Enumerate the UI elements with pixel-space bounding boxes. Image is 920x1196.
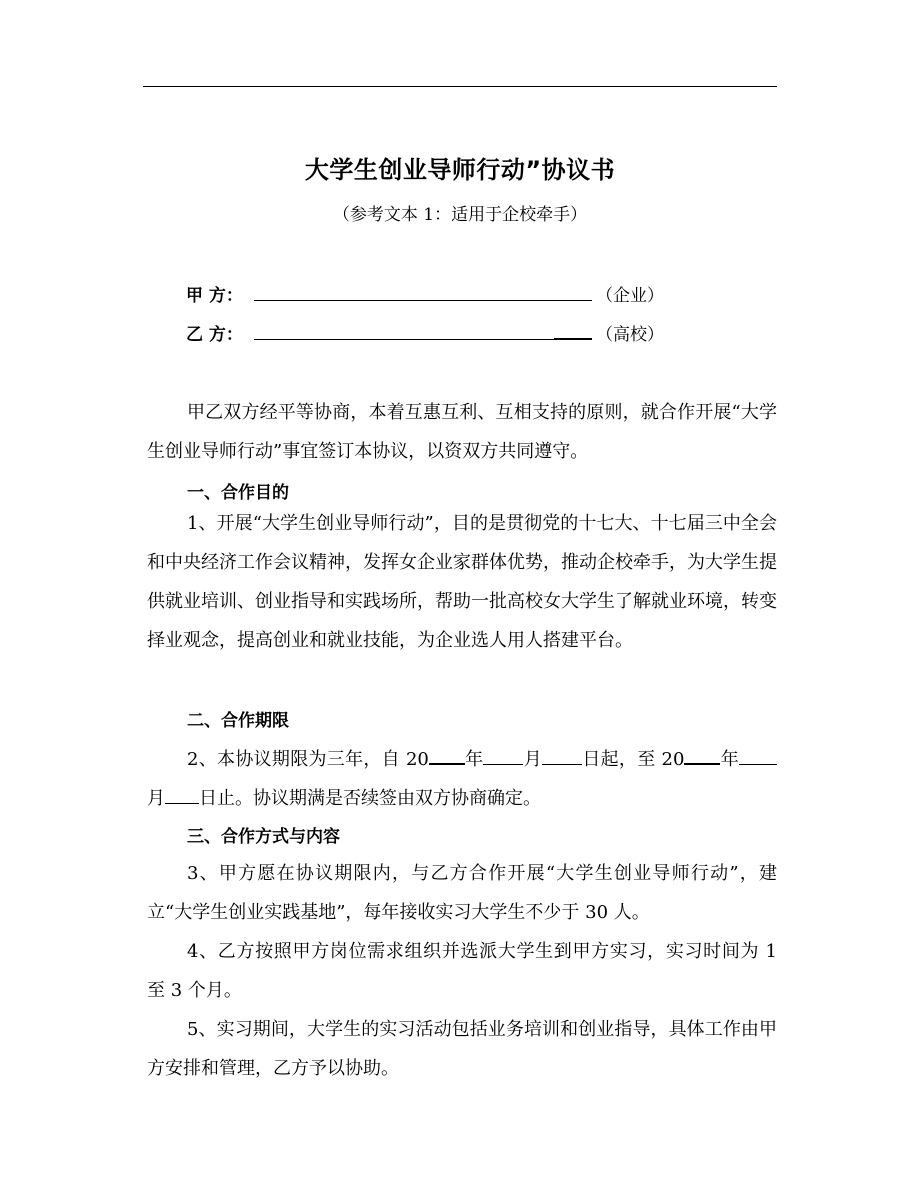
- section-2-heading: 二、合作期限: [187, 711, 289, 731]
- end-year-unit: 年: [720, 749, 740, 770]
- party-a-suffix: （企业）: [596, 286, 664, 306]
- party-a-blank: [254, 299, 592, 301]
- term-start-prefix: 2、本协议期限为三年，自 20: [187, 749, 429, 770]
- start-month-blank: [483, 763, 523, 765]
- party-b-suffix: （高校）: [596, 325, 664, 345]
- end-month-blank: [739, 763, 777, 765]
- end-day-blank: [165, 802, 199, 804]
- section-3-paragraph-3: 5、实习期间，大学生的实习活动包括业务培训和创业指导，具体工作由甲方安排和管理，乙方予以协助。: [147, 1019, 777, 1079]
- document-title: 大学生创业导师行动”协议书: [304, 156, 616, 184]
- section-1-paragraph: 1、开展“大学生创业导师行动”，目的是贯彻党的十七大、十七届三中全会和中央经济工作会议精神，发挥女企业家群体优势，推动企校牵手，为大学生提供就业培训、创业指导和实践场所，帮助一批高校女大学生了解就业环境，转变择业观念，提高创业和就业技能，为企业选人用人搭建平台。: [147, 513, 777, 651]
- party-a-line: [186, 281, 664, 306]
- start-year-unit: 年: [464, 749, 484, 770]
- intro-paragraph: 甲乙双方经平等协商，本着互惠互利、互相支持的原则，就合作开展“大学生创业导师行动”事宜签订本协议，以资双方共同遵守。: [147, 402, 777, 462]
- start-day-blank: [542, 763, 582, 765]
- start-month-unit: 月: [523, 749, 543, 770]
- header-rule: [143, 86, 777, 87]
- section-3-paragraph-2: 4、乙方按照甲方岗位需求组织并选派大学生到甲方实习，实习时间为 1 至 3 个月。: [147, 941, 777, 1001]
- term-end-prefix: 日起，至 20: [582, 749, 685, 770]
- end-year-blank: [684, 762, 720, 765]
- section-3-paragraph-1: 3、甲方愿在协议期限内，与乙方合作开展“大学生创业导师行动”，建立“大学生创业实践基地”，每年接收实习大学生不少于 30 人。: [147, 863, 777, 923]
- end-month-unit: 月: [147, 788, 165, 809]
- section-2-paragraph: [147, 740, 777, 818]
- party-b-blank: [254, 338, 554, 340]
- start-year-blank: [429, 762, 465, 765]
- document-subtitle: （参考文本 1：适用于企校牵手）: [332, 205, 588, 225]
- term-end-suffix: 日止。协议期满是否续签由双方协商确定。: [199, 788, 541, 809]
- party-a-label: 甲 方：: [186, 286, 243, 306]
- section-3-heading: 三、合作方式与内容: [187, 827, 340, 847]
- party-b-line: [186, 320, 664, 345]
- section-1-heading: 一、合作目的: [187, 483, 289, 503]
- party-b-blank-tail: [554, 337, 592, 340]
- party-b-label: 乙 方：: [186, 325, 243, 345]
